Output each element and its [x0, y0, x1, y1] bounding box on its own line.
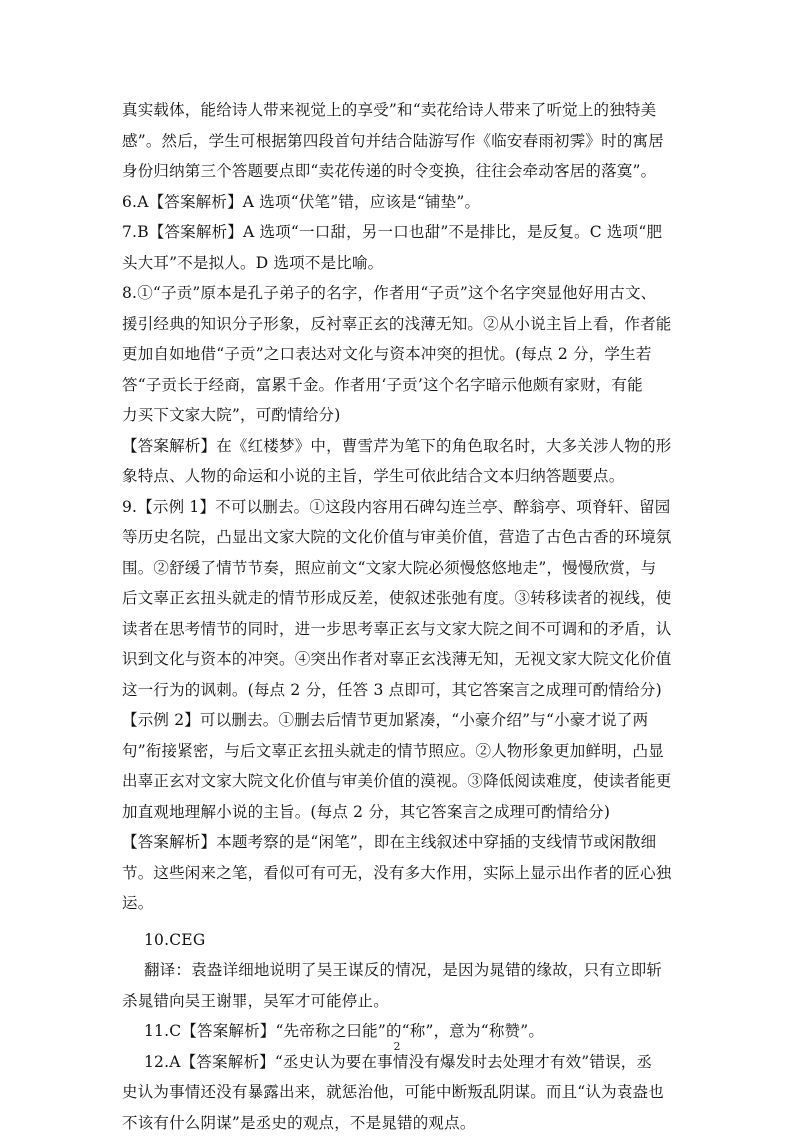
answer-key-body — [122, 95, 677, 1138]
answer-12: 12.A【答案解析】“丞史认为要在事情没有爆发时去处理才有效”错误，丞 — [122, 1047, 677, 1078]
text-line: 围。②舒缓了情节节奏，照应前文“文家大院必须慢悠悠地走”，慢慢欣赏，与 — [122, 553, 677, 584]
text-line: 身份归纳第三个答题要点即“卖花传递的时令变换，往往会牵动客居的落寞”。 — [122, 156, 677, 187]
text-line: 运。 — [122, 888, 677, 919]
text-line: 头大耳”不是拟人。D 选项不是比喻。 — [122, 248, 677, 279]
text-line: 识到文化与资本的冲突。④突出作者对辜正玄浅薄无知，无视文家大院文化价值 — [122, 644, 677, 675]
text-line: 加直观地理解小说的主旨。(每点 2 分，其它答案言之成理可酌情给分) — [122, 797, 677, 828]
answer-6: 6.A【答案解析】A 选项“伏笔”错，应该是“铺垫”。 — [122, 187, 677, 218]
text-line: 象特点、人物的命运和小说的主旨，学生可依此结合文本归纳答题要点。 — [122, 461, 677, 492]
text-line: 读者在思考情节的同时，进一步思考辜正玄与文家大院之间不可调和的矛盾，认 — [122, 614, 677, 645]
text-line: 节。这些闲来之笔，看似可有可无，没有多大作用，实际上显示出作者的匠心独 — [122, 858, 677, 889]
text-line: 不该有什么阴谋”是丞史的观点，不是晁错的观点。 — [122, 1108, 677, 1138]
answer-7: 7.B【答案解析】A 选项“一口甜，另一口也甜”不是排比，是反复。C 选项“肥 — [122, 217, 677, 248]
answer-explanation-9: 【答案解析】本题考察的是“闲笔”，即在主线叙述中穿插的支线情节或闲散细 — [122, 827, 677, 858]
text-line: 答“子贡长于经商，富累千金。作者用‘子贡’这个名字暗示他颇有家财，有能 — [122, 370, 677, 401]
text-line: 出辜正玄对文家大院文化价值与审美价值的漠视。③降低阅读难度，使读者能更 — [122, 766, 677, 797]
text-line: 后文辜正玄扭头就走的情节形成反差，使叙述张弛有度。③转移读者的视线，使 — [122, 583, 677, 614]
answer-11: 11.C【答案解析】“先帝称之曰能”的“称”，意为“称赞”。 — [122, 1016, 677, 1047]
text-line: 援引经典的知识分子形象，反衬辜正玄的浅薄无知。②从小说主旨上看，作者能 — [122, 309, 677, 340]
answer-8: 8.①“子贡”原本是孔子弟子的名字，作者用“子贡”这个名字突显他好用古文、 — [122, 278, 677, 309]
answer-10: 10.CEG — [122, 925, 677, 956]
translation-line: 翻译：袁盎详细地说明了吴王谋反的情况，是因为晁错的缘故，只有立即斩 — [122, 955, 677, 986]
page-number: 2 — [0, 1040, 794, 1053]
answer-9-example-2: 【示例 2】可以删去。①删去后情节更加紧凑，“小豪介绍”与“小豪才说了两 — [122, 705, 677, 736]
text-line: 等历史名院，凸显出文家大院的文化价值与审美价值，营造了古色古香的环境氛 — [122, 522, 677, 553]
text-line: 杀晁错向吴王谢罪，吴军才可能停止。 — [122, 986, 677, 1017]
text-line: 更加自如地借“子贡”之口表达对文化与资本冲突的担忧。(每点 2 分，学生若 — [122, 339, 677, 370]
answer-explanation-8: 【答案解析】在《红楼梦》中，曹雪芹为笔下的角色取名时，大多关涉人物的形 — [122, 431, 677, 462]
text-line: 句”衔接紧密，与后文辜正玄扭头就走的情节照应。②人物形象更加鲜明，凸显 — [122, 736, 677, 767]
answer-9-example-1: 9.【示例 1】不可以删去。①这段内容用石碑勾连兰亭、醉翁亭、项脊轩、留园 — [122, 492, 677, 523]
text-line: 史认为事情还没有暴露出来，就惩治他，可能中断叛乱阴谋。而且“认为袁盎也 — [122, 1077, 677, 1108]
text-line: 这一行为的讽刺。(每点 2 分，任答 3 点即可，其它答案言之成理可酌情给分) — [122, 675, 677, 706]
text-line: 感”。然后，学生可根据第四段首句并结合陆游写作《临安春雨初霁》时的寓居 — [122, 126, 677, 157]
text-line: 真实载体，能给诗人带来视觉上的享受”和“卖花给诗人带来了听觉上的独特美 — [122, 95, 677, 126]
text-line: 力买下文家大院”，可酌情给分) — [122, 400, 677, 431]
